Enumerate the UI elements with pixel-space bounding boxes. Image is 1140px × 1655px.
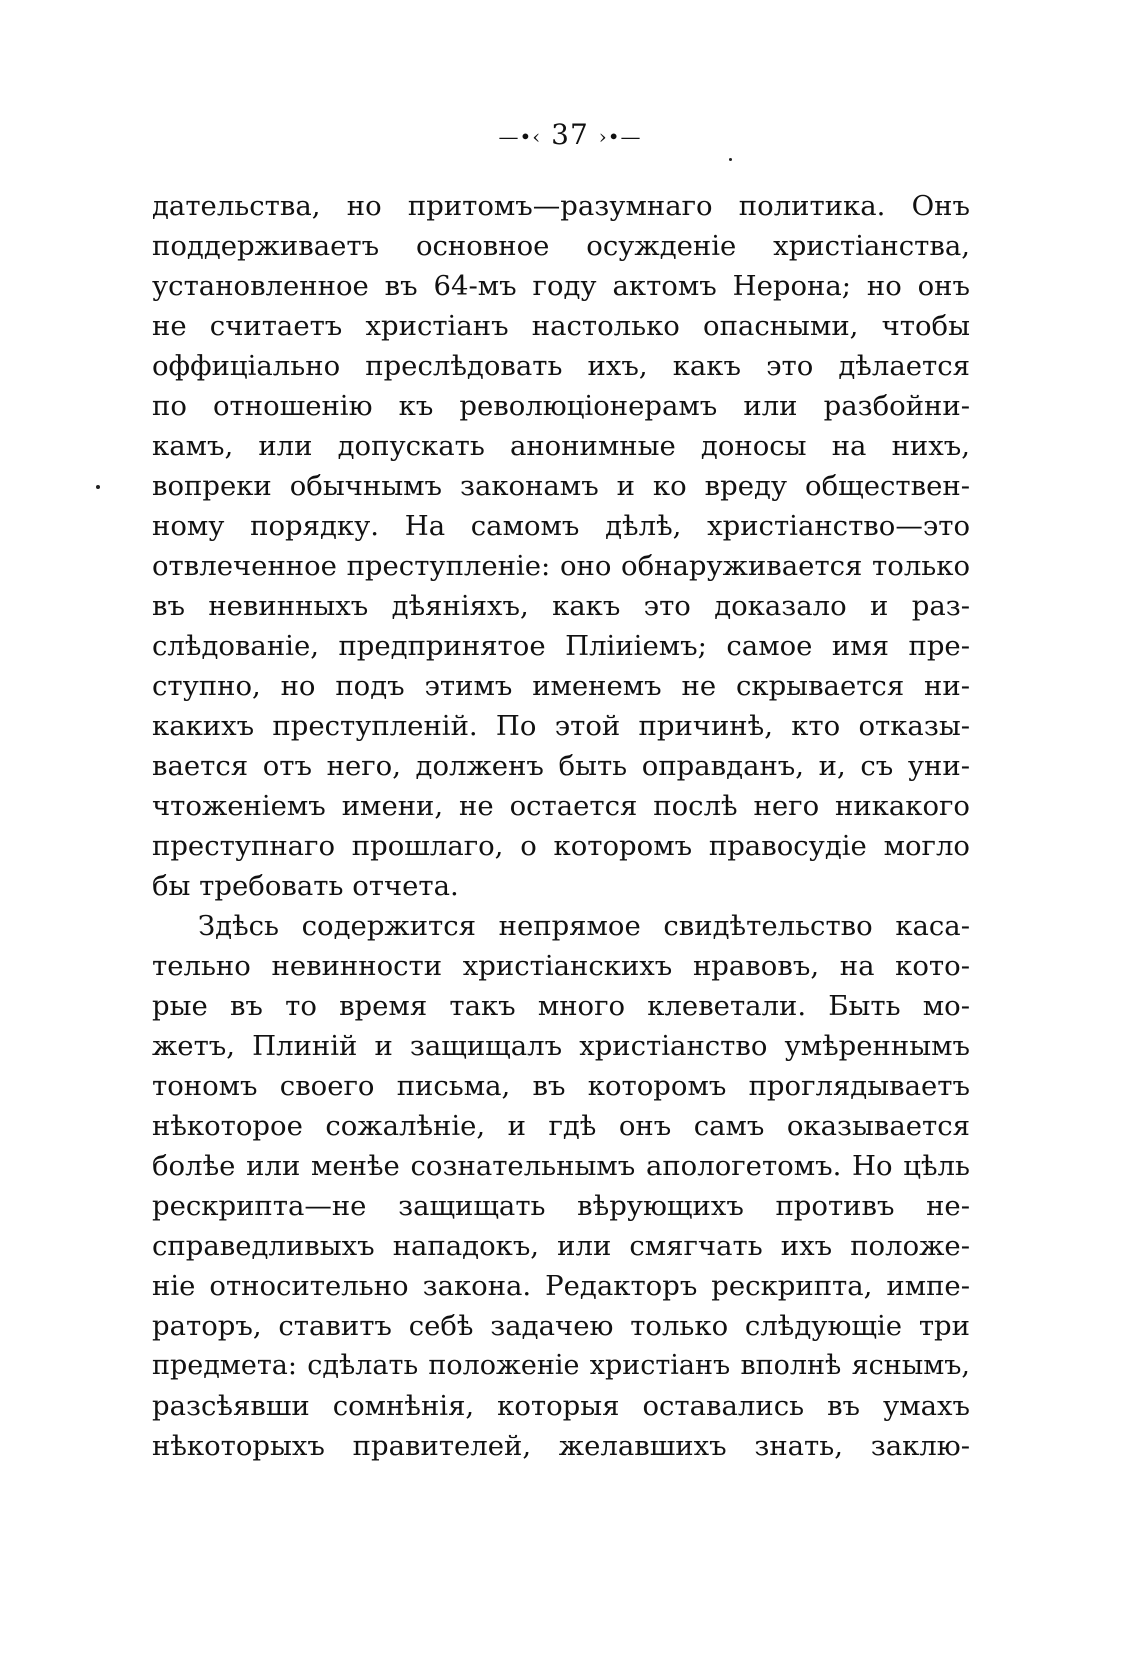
page-number: 37: [551, 118, 589, 151]
print-speck: [96, 485, 100, 489]
text-line: справедливыхъ нападокъ, или смягчать ихъ положе-: [152, 1230, 970, 1262]
text-line: не считаетъ христіанъ настолько опасными, чтобы: [152, 310, 970, 342]
text-line: раторъ, ставитъ себѣ задачею только слѣдующіе три: [152, 1310, 970, 1342]
text-line: чтоженіемъ имени, не остается послѣ него никакого: [152, 790, 970, 822]
text-line: дательства, но притомъ—разумнаго политика. Онъ: [152, 190, 970, 222]
text-line: рескрипта—не защищать вѣрующихъ противъ не-: [152, 1190, 970, 1222]
text-line: камъ, или допускать анонимные доносы на нихъ,: [152, 430, 970, 462]
text-line: ступно, но подъ этимъ именемъ не скрывается ни-: [152, 670, 970, 702]
text-line: оффиціально преслѣдовать ихъ, какъ это дѣлается: [152, 350, 970, 382]
text-line: нѣкоторое сожалѣніе, и гдѣ онъ самъ оказывается: [152, 1110, 970, 1142]
print-speck: [729, 158, 732, 161]
text-line: рые въ то время такъ много клеветали. Быть мо-: [152, 990, 970, 1022]
text-line: разсѣявши сомнѣнія, которыя оставались въ умахъ: [152, 1390, 970, 1422]
right-ornament: ›•—: [598, 124, 642, 149]
text-line: вопреки обычнымъ законамъ и ко вреду обществен-: [152, 470, 970, 502]
paragraph-start-line: Здѣсь содержится непрямое свидѣтельство каса-: [198, 910, 970, 942]
text-line: преступнаго прошлаго, о которомъ правосудіе могло: [152, 830, 970, 862]
page-header: [0, 118, 1140, 154]
body-text: [152, 186, 970, 1466]
text-line: тельно невинности христіанскихъ нравовъ, на кото-: [152, 950, 970, 982]
text-line: поддерживаетъ основное осужденіе христіанства,: [152, 230, 970, 262]
left-ornament: —•‹: [498, 124, 542, 149]
text-line: вается отъ него, долженъ быть оправданъ, и, съ уни-: [152, 750, 970, 782]
text-line: жетъ, Плиній и защищалъ христіанство умѣреннымъ: [152, 1030, 970, 1062]
text-line: ному порядку. На самомъ дѣлѣ, христіанство—это: [152, 510, 970, 542]
text-line: нѣкоторыхъ правителей, желавшихъ знать, заклю-: [152, 1430, 970, 1462]
text-line: по отношенію къ революціонерамъ или разбойни-: [152, 390, 970, 422]
text-line: бы требовать отчета.: [152, 870, 459, 902]
text-line: отвлеченное преступленіе: оно обнаруживается только: [152, 550, 970, 582]
text-line: какихъ преступленій. По этой причинѣ, кто отказы-: [152, 710, 970, 742]
text-line: тономъ своего письма, въ которомъ проглядываетъ: [152, 1070, 970, 1102]
text-line: установленное въ 64-мъ году актомъ Нерона; но онъ: [152, 270, 970, 302]
text-line: ніе относительно закона. Редакторъ рескрипта, импе-: [152, 1270, 970, 1302]
text-line: предмета: сдѣлать положеніе христіанъ вполнѣ яснымъ,: [152, 1350, 970, 1381]
text-line: слѣдованіе, предпринятое Пліиіемъ; самое имя пре-: [152, 630, 970, 662]
text-line: болѣе или менѣе сознательнымъ апологетомъ. Но цѣль: [152, 1150, 970, 1182]
text-line: въ невинныхъ дѣяніяхъ, какъ это доказало и раз-: [152, 590, 970, 622]
